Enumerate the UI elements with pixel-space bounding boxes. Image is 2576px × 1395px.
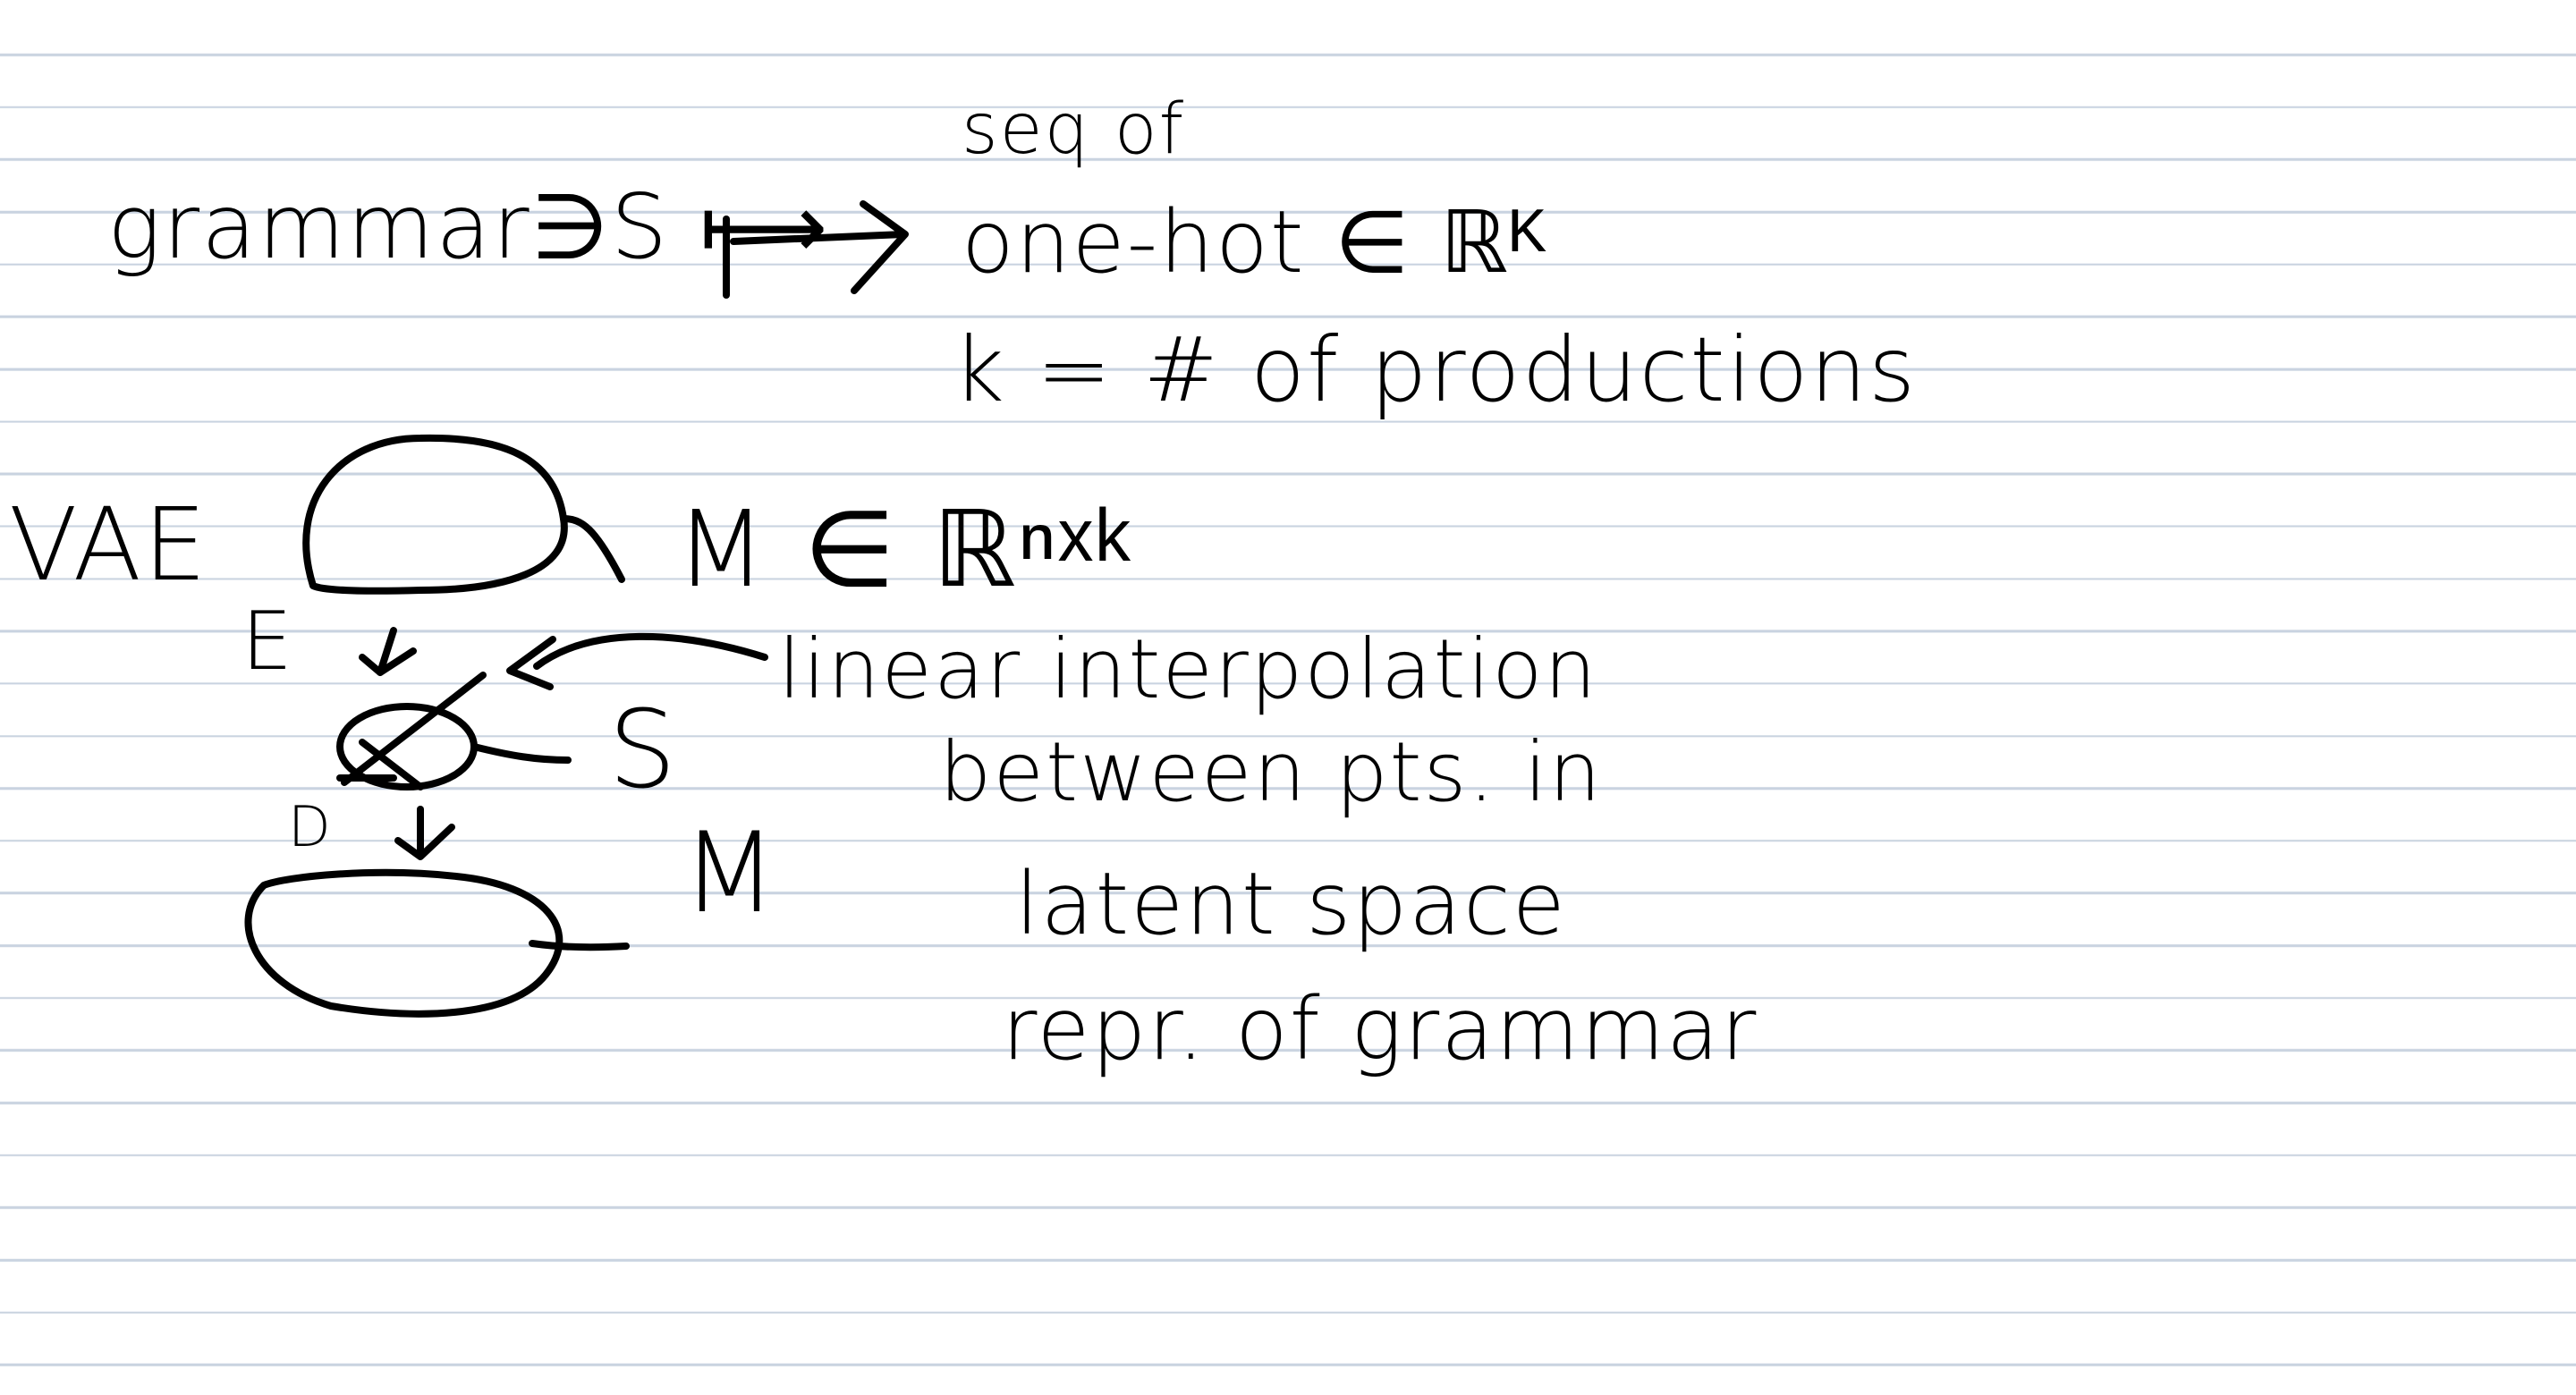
seq-of-label: seq of (962, 89, 1186, 170)
latent-space-label: latent space (1015, 854, 1567, 954)
maps-to-head (854, 204, 905, 291)
vae-label: VAE (9, 487, 208, 604)
latent-connector (474, 747, 568, 760)
input-connector (564, 519, 622, 579)
output-ellipse (248, 873, 559, 1014)
linear-interpolation-label: linear interpolation (778, 621, 1598, 717)
encoder-label: E (242, 595, 294, 689)
interpolation-arrow (537, 637, 765, 666)
k-definition: k = # of productions (953, 317, 1918, 422)
repr-label: repr. of grammar (1002, 979, 1758, 1079)
output-connector (532, 943, 626, 947)
one-hot-label: one-hot ∈ ℝᴷ (962, 192, 1548, 292)
latent-s-label: S (608, 689, 679, 813)
grammar-label: grammar∋S ⟼ (107, 174, 830, 279)
input-ellipse (306, 438, 564, 591)
decoder-arrow-head (398, 827, 452, 857)
output-m-label: M (682, 809, 779, 938)
between-label: between pts. in (939, 724, 1603, 820)
matrix-definition: M ∈ ℝⁿˣᵏ (675, 487, 1132, 611)
decoder-label: D (288, 794, 333, 859)
